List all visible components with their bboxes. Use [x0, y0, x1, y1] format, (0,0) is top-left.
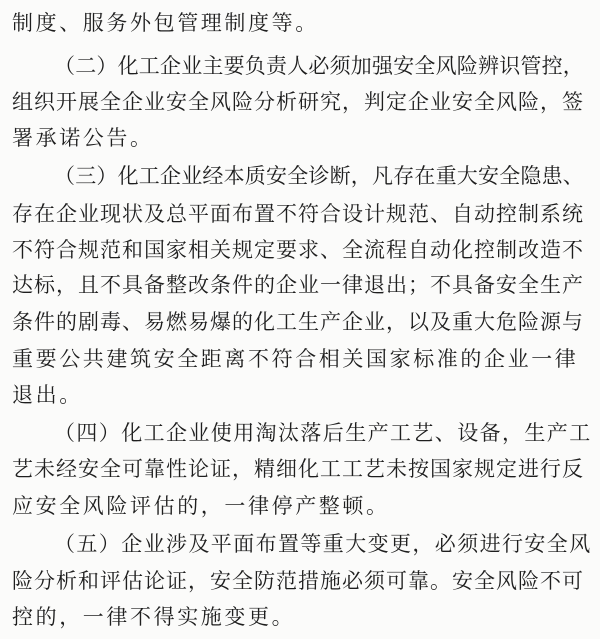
text-line-2: （二）化工企业主要负责人必须加强安全风险辨识管控，	[54, 54, 584, 78]
text-line-15: （五）企业涉及平面布置等重大变更，必须进行安全风	[54, 532, 592, 556]
text-line-11: 退出。	[12, 383, 83, 407]
text-line-5: （三）化工企业经本质安全诊断，凡存在重大安全隐患、	[54, 164, 584, 188]
text-line-17: 控的，一律不得实施变更。	[12, 605, 296, 629]
text-line-12: （四）化工企业使用淘汰落后生产工艺、设备，生产工	[54, 421, 592, 445]
text-line-7: 不符合规范和国家相关规定要求、全流程自动化控制改造不	[12, 238, 584, 262]
text-line-14: 应安全风险评估的，一律停产整顿。	[12, 494, 390, 518]
text-line-1: 制度、服务外包管理制度等。	[12, 11, 319, 35]
text-line-4: 署承诺公告。	[12, 126, 154, 150]
text-line-3: 组织开展全企业安全风险分析研究，判定企业安全风险，签	[12, 90, 584, 114]
text-line-10: 重要公共建筑安全距离不符合相关国家标准的企业一律	[12, 347, 579, 371]
text-line-13: 艺未经安全可靠性论证，精细化工工艺未按国家规定进行反	[12, 457, 584, 481]
text-line-16: 险分析和评估论证，安全防范措施必须可靠。安全风险不可	[12, 569, 584, 593]
text-line-8: 达标，且不具备整改条件的企业一律退出；不具备安全生产	[12, 273, 584, 297]
text-line-9: 条件的剧毒、易燃易爆的化工生产企业，以及重大危险源与	[12, 310, 584, 334]
text-line-6: 存在企业现状及总平面布置不符合设计规范、自动控制系统	[12, 202, 584, 226]
